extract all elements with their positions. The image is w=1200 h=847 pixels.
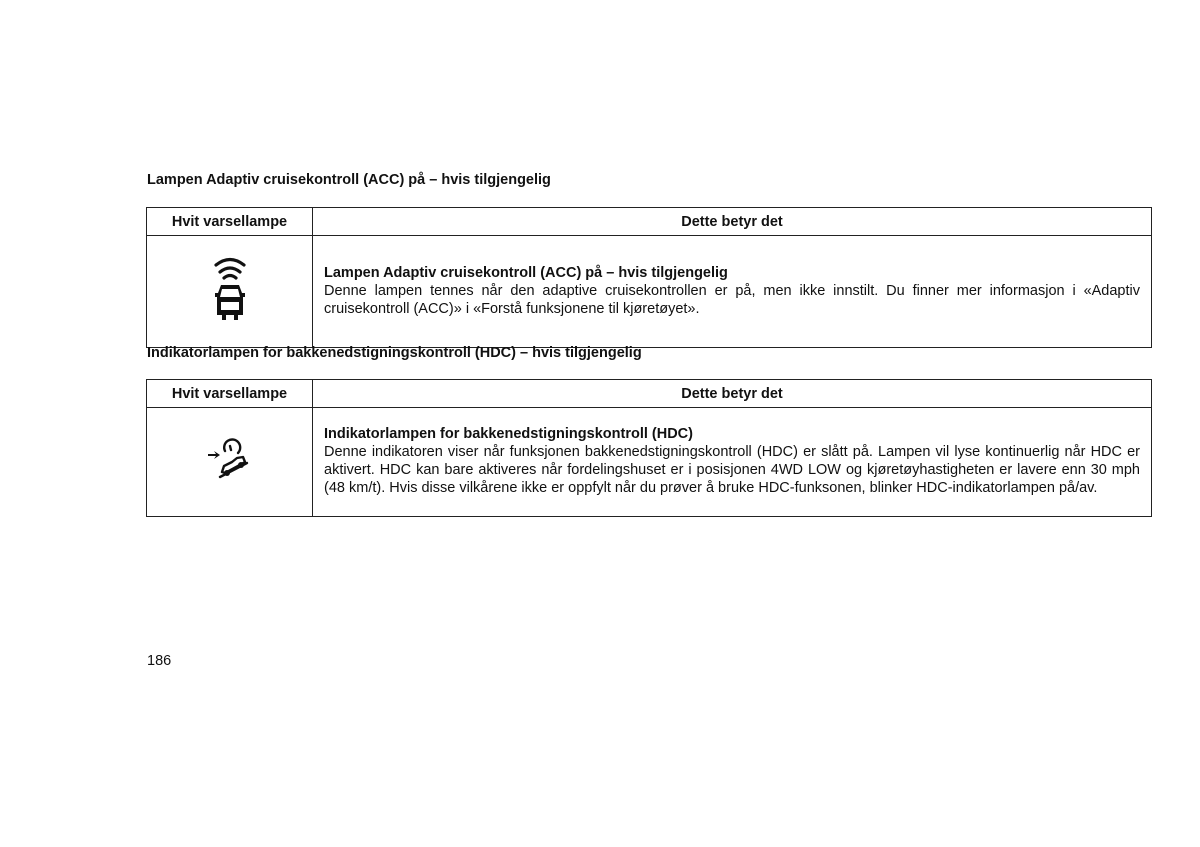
warning-lamp-table-hdc [146,379,1152,517]
lamp-icon-cell [147,236,313,348]
lamp-description-text: Denne lampen tennes når den adaptive cruisekontrollen er på, men ikke innstilt. Du finner mer informasjon i «Adaptiv cruisekontroll (ACC)» i «Forstå funksjonene til kjøretøyet». [324,282,1140,317]
section-heading-acc: Lampen Adaptiv cruisekontroll (ACC) på – hvis tilgjengelig [147,172,551,188]
page-number: 186 [147,653,172,669]
lamp-description-title: Lampen Adaptiv cruisekontroll (ACC) på – hvis tilgjengelig [324,264,728,281]
table-row [147,408,1152,517]
lamp-description-text: Denne indikatoren viser når funksjonen bakkenedstigningskontroll (HDC) er slått på. Lampen vil lyse kontinuerlig når HDC er aktivert. HDC kan bare aktiveres når fordelingshuset er i posisjonen 4WD LOW og kjøretøyhastigheten er lavere enn 30 mph (48 km/t). Hvis disse vilkårene ikke er oppfylt når du prøver å bruke HDC-funksonen, blinker HDC-indikatorlampen på/av. [324,444,1140,496]
table-header-row [147,208,1152,236]
section-heading-hdc: Indikatorlampen for bakkenedstigningskontroll (HDC) – hvis tilgjengelig [147,345,642,361]
lamp-description-cell [313,236,1152,348]
column-header-meaning: Dette betyr det [313,380,1152,408]
table-row [147,236,1152,348]
table-header-row [147,380,1152,408]
column-header-lamp: Hvit varsellampe [147,208,313,236]
warning-lamp-table-acc [146,207,1152,348]
column-header-meaning: Dette betyr det [313,208,1152,236]
acc-car-radar-icon [210,255,250,325]
hdc-car-descent-icon [205,435,255,485]
column-header-lamp: Hvit varsellampe [147,380,313,408]
lamp-description-title: Indikatorlampen for bakkenedstigningskontroll (HDC) [324,426,693,442]
lamp-description-cell [313,408,1152,517]
lamp-icon-cell [147,408,313,517]
